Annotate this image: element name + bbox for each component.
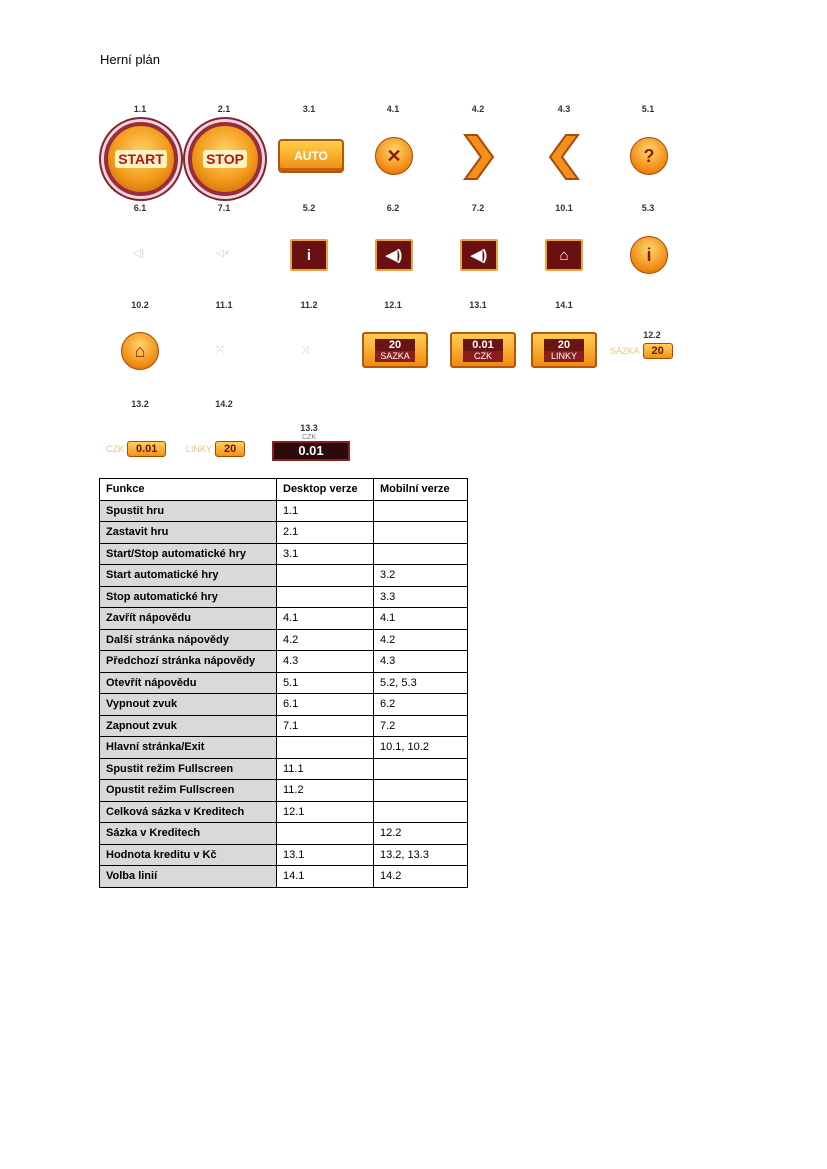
function-cell: Vypnout zvuk [100,694,277,716]
credit-value-box[interactable] [450,332,516,368]
page-title: Herní plán [100,52,160,67]
chevron-right-icon[interactable] [463,133,495,181]
table-row [100,694,468,716]
info-icon[interactable]: i [290,239,328,271]
mobile-cell: 5.2, 5.3 [374,672,468,694]
credit-value: 0.01 [463,339,503,351]
function-cell: Spustit hru [100,500,277,522]
home-icon[interactable]: ⌂ [121,332,159,370]
desktop-cell: 11.1 [277,758,374,780]
desktop-cell: 3.1 [277,543,374,565]
credit-dark-value: 0.01 [272,441,350,461]
desktop-cell: 14.1 [277,866,374,888]
home-icon[interactable]: ⌂ [545,239,583,271]
function-cell: Zastavit hru [100,522,277,544]
mobile-cell: 3.3 [374,586,468,608]
icon-label: 4.3 [557,104,571,114]
mobile-bet-value: 20 [643,343,673,359]
icon-label: 4.1 [386,104,400,114]
speaker-icon[interactable]: ◀) [460,239,498,271]
auto-label: AUTO [294,149,328,163]
start-button[interactable] [104,122,178,196]
function-cell: Start/Stop automatické hry [100,543,277,565]
table-row [100,629,468,651]
table-row [100,522,468,544]
icon-label: 1.1 [133,104,147,114]
auto-button[interactable] [278,139,344,173]
mobile-credit-caption: CZK [106,444,124,454]
table-row [100,651,468,673]
table-row [100,758,468,780]
desktop-cell [277,586,374,608]
mobile-cell: 7.2 [374,715,468,737]
header-function: Funkce [100,479,277,501]
function-cell: Hodnota kreditu v Kč [100,844,277,866]
icon-label: 12.2 [643,330,661,340]
mobile-credit-dark[interactable] [272,434,350,461]
table-row [100,672,468,694]
mobile-credit-value: 0.01 [127,441,166,457]
mobile-cell [374,543,468,565]
lines-box[interactable] [531,332,597,368]
table-row [100,608,468,630]
icon-label: 12.1 [384,300,402,310]
icon-label: 2.1 [217,104,231,114]
desktop-cell: 4.3 [277,651,374,673]
icon-label: 5.2 [302,203,316,213]
icon-label: 10.2 [131,300,149,310]
function-cell: Start automatické hry [100,565,277,587]
chevron-left-icon[interactable] [548,133,580,181]
icon-label: 7.1 [217,203,231,213]
function-cell: Zapnout zvuk [100,715,277,737]
desktop-cell: 6.1 [277,694,374,716]
mobile-cell [374,758,468,780]
mobile-lines[interactable] [186,441,245,457]
table-row [100,565,468,587]
mobile-lines-value: 20 [215,441,245,457]
mobile-cell [374,522,468,544]
mobile-bet-caption: SÁZKA [610,346,640,356]
credit-tag: CZK [302,434,316,441]
desktop-cell: 13.1 [277,844,374,866]
desktop-cell: 4.2 [277,629,374,651]
desktop-cell: 11.2 [277,780,374,802]
mobile-cell: 14.2 [374,866,468,888]
info-icon[interactable]: i [630,236,668,274]
mobile-cell: 4.3 [374,651,468,673]
mobile-cell: 4.1 [374,608,468,630]
desktop-cell: 4.1 [277,608,374,630]
mobile-credit[interactable] [106,441,166,457]
icon-label: 3.1 [302,104,316,114]
table-row [100,586,468,608]
desktop-cell [277,565,374,587]
mobile-lines-caption: LINKY [186,444,213,454]
table-row [100,844,468,866]
mobile-cell: 4.2 [374,629,468,651]
desktop-cell: 1.1 [277,500,374,522]
icon-label: 13.1 [469,300,487,310]
icon-label: 14.1 [555,300,573,310]
mobile-bet[interactable] [610,343,673,359]
function-cell: Celková sázka v Kreditech [100,801,277,823]
close-icon[interactable]: ✕ [375,137,413,175]
icon-label: 13.2 [131,399,149,409]
function-cell: Volba linií [100,866,277,888]
start-label: START [115,150,167,168]
function-cell: Zavřít nápovědu [100,608,277,630]
table-row [100,780,468,802]
desktop-cell [277,823,374,845]
icon-label: 4.2 [471,104,485,114]
fullscreen-enter-icon[interactable]: ⤧ [216,345,224,356]
functions-table [99,478,468,888]
total-bet-box[interactable] [362,332,428,368]
mobile-cell: 3.2 [374,565,468,587]
icon-label: 5.3 [641,203,655,213]
header-mobile: Mobilní verze [374,479,468,501]
icon-label: 11.2 [300,300,318,310]
function-cell: Otevřít nápovědu [100,672,277,694]
table-row [100,801,468,823]
lines-value: 20 [544,339,584,351]
stop-button[interactable] [188,122,262,196]
function-cell: Předchozí stránka nápovědy [100,651,277,673]
function-cell: Spustit režim Fullscreen [100,758,277,780]
icon-label: 5.1 [641,104,655,114]
function-cell: Stop automatické hry [100,586,277,608]
speaker-icon[interactable]: ◀) [375,239,413,271]
sound-off-icon[interactable]: ◁) [133,248,145,259]
table-row [100,543,468,565]
sound-on-icon[interactable]: ◁× [216,248,230,259]
credit-caption: CZK [463,351,503,362]
desktop-cell: 12.1 [277,801,374,823]
function-cell: Opustit režim Fullscreen [100,780,277,802]
table-row [100,715,468,737]
fullscreen-exit-icon[interactable]: ⤨ [301,345,309,356]
function-cell: Sázka v Kreditech [100,823,277,845]
desktop-cell [277,737,374,759]
icon-label: 11.1 [215,300,233,310]
icon-label: 7.2 [471,203,485,213]
mobile-cell: 12.2 [374,823,468,845]
function-cell: Další stránka nápovědy [100,629,277,651]
mobile-cell: 10.1, 10.2 [374,737,468,759]
mobile-cell [374,780,468,802]
lines-caption: LINKY [544,351,584,362]
icon-label: 6.1 [133,203,147,213]
bet-caption: SAZKA [375,351,415,362]
desktop-cell: 2.1 [277,522,374,544]
mobile-cell: 6.2 [374,694,468,716]
table-row [100,823,468,845]
mobile-cell [374,500,468,522]
stop-label: STOP [203,150,247,168]
icon-label: 14.2 [215,399,233,409]
icon-label: 6.2 [386,203,400,213]
help-icon[interactable]: ? [630,137,668,175]
icon-label: 10.1 [555,203,573,213]
desktop-cell: 5.1 [277,672,374,694]
desktop-cell: 7.1 [277,715,374,737]
bet-value: 20 [375,339,415,351]
mobile-cell: 13.2, 13.3 [374,844,468,866]
header-desktop: Desktop verze [277,479,374,501]
table-row [100,737,468,759]
mobile-cell [374,801,468,823]
table-row [100,866,468,888]
table-header-row [100,479,468,501]
function-cell: Hlavní stránka/Exit [100,737,277,759]
icon-label: 13.3 [300,423,318,433]
table-row [100,500,468,522]
